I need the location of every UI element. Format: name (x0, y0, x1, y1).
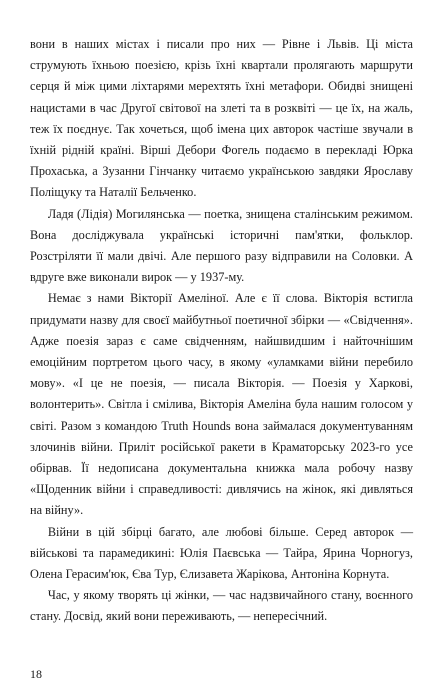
paragraph-mohylianska: Ладя (Лідія) Могилянська — поетка, знищена сталінським режимом. Вона досліджувала українські історичні пам'ятки, фольклор. Розстріляти її мали двічі. Але першого разу відправили на Соловки. А вдруге вже виконали вирок — у 1937-му. (30, 206, 413, 285)
paragraph-war-and-love: Війни в цій збірці багато, але любові більше. Серед авторок — військові та парамедикині: Юлія Паєвська — Тайра, Ярина Чорногуз, Олена Герасим'юк, Єва Тур, Єлизавета Жарікова, Антоніна Корнута. (30, 524, 413, 582)
page-body (30, 34, 413, 628)
page-number: 18 (30, 667, 42, 681)
paragraph-time: Час, у якому творять ці жінки, — час надзвичайного стану, воєнного стану. Досвід, який вони переживають, — непересічний. (30, 588, 413, 624)
paragraph-cities: вони в наших містах і писали про них — Рівне і Львів. Ці міста струмують їхньою поезією, крізь їхні квартали пролягають маршрути серця й між цими ліхтарями мерехтять їхні метафори. Обидві знищені нацистами в час Другої світової на злеті та в розквіті — це їх, на жаль, теж їх поєднує. Так хочеться, щоб імена цих авторок частіше звучали в їхній рідній країні. Вірші Дебори Фогель подаємо в перекладі Юрка Прохаська, а Зузанни Гінчанку читаємо українською завдяки Ярославу Поліщуку та Наталії Бельченко. (30, 37, 413, 200)
paragraph-amelina: Немає з нами Вікторії Амеліної. Але є її слова. Вікторія встигла придумати назву для своєї майбутньої поетичної збірки — «Свідчення». Адже поезія зараз є саме свідченням, найшвидшим і найточнішим емоційним портретом цього часу, в якому «уламками війни перебило мову». «І це не поезія, — писала Вікторія. — Поезія у Харкові, волонтерить». Світла і смілива, Вікторія Амеліна була нашим голосом у світі. Разом з командою Truth Hounds вона займалася документуванням злочинів війни. Приліт російської ракети в Краматорську 2023-го усе обірвав. Її недописана документальна книжка мала робочу назву «Щоденник війни і справедливості: дивлячись на жінок, які дивляться на війну». (30, 291, 413, 518)
